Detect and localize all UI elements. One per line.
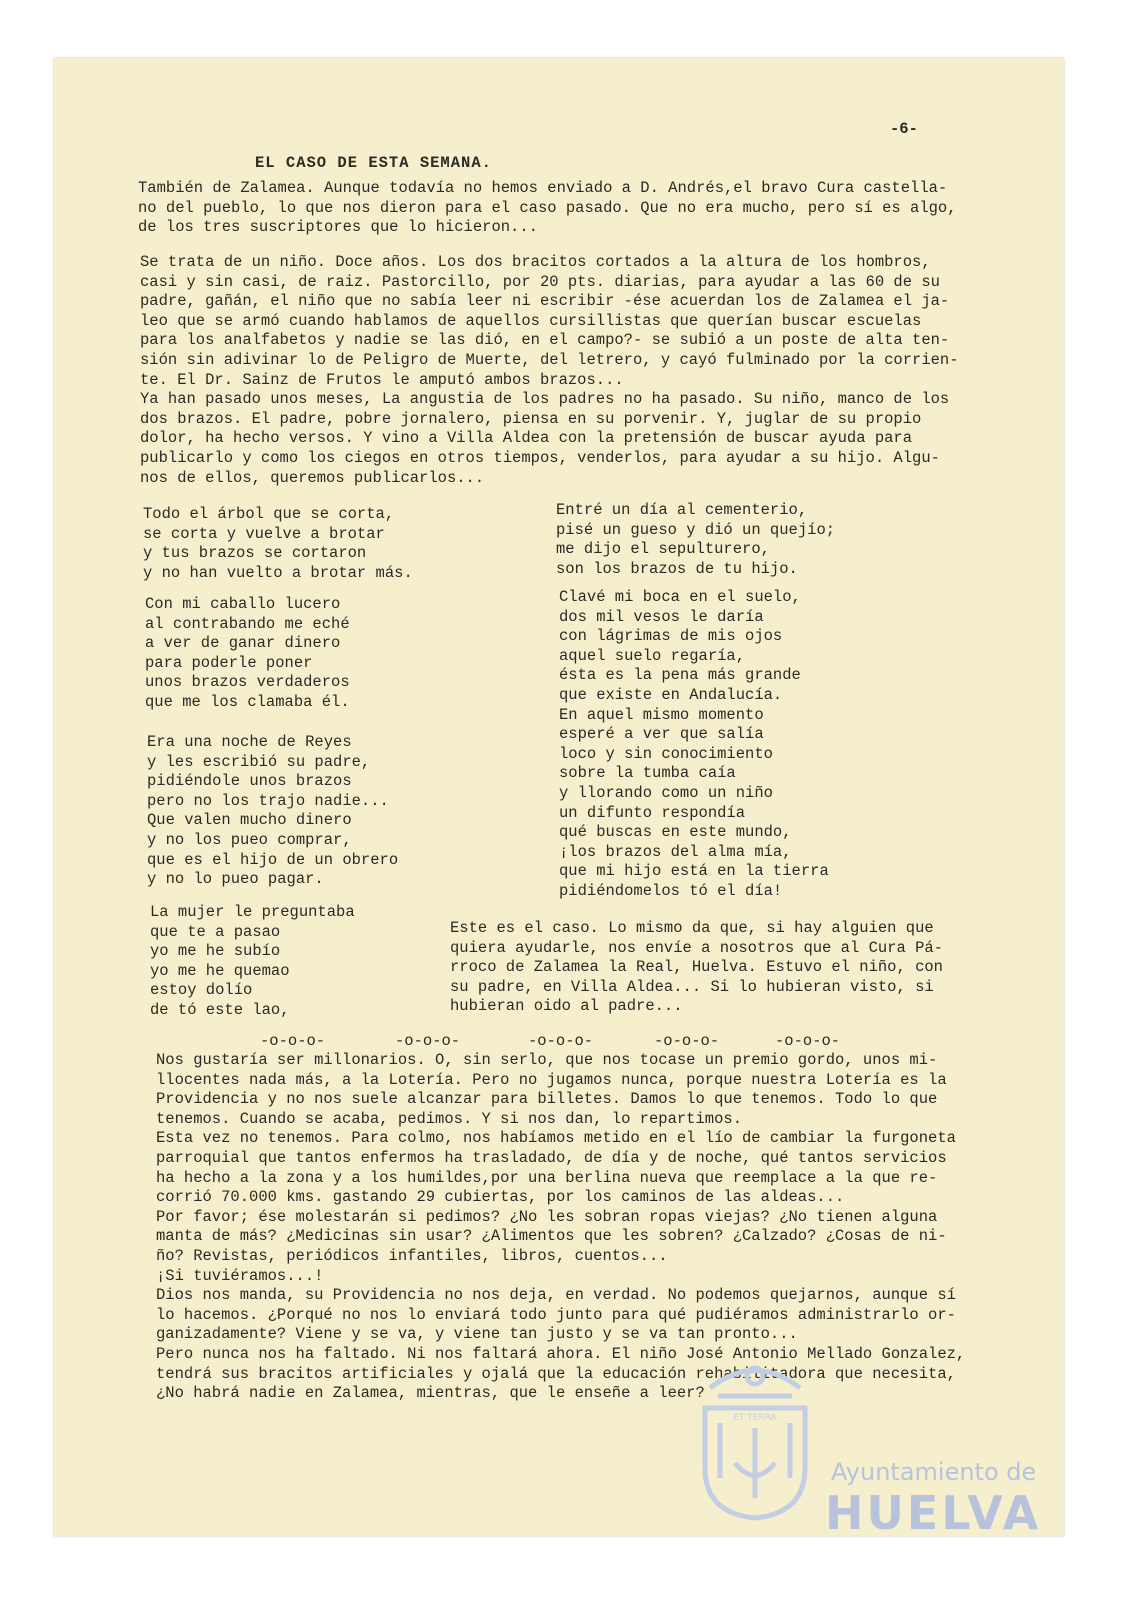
closing-line: ¡Si tuviéramos...! bbox=[156, 1266, 324, 1285]
case-note-line: su padre, en Villa Aldea... Si lo hubieran visto, si bbox=[450, 977, 934, 996]
verse-stanza bbox=[147, 733, 398, 890]
story-line: para los analfabetos y nadie se las dió, en el campo?- se subió a un poste de alta ten- bbox=[140, 331, 950, 350]
verse-line: pidiéndomelos tó el día! bbox=[559, 881, 783, 900]
verse-line: yo me he quemao bbox=[150, 961, 290, 980]
verse-line: Que valen mucho dinero bbox=[147, 811, 352, 830]
verse-line: a ver de ganar dinero bbox=[145, 634, 341, 653]
story-line: dolor, ha hecho versos. Y vino a Villa Aldea con la pretensión de buscar ayuda para bbox=[140, 429, 913, 448]
verse-stanza bbox=[145, 595, 350, 713]
closing-line: tendrá sus bracitos artificiales y ojalá que la educación rehabilitadora que necesita, bbox=[156, 1364, 956, 1383]
verse-stanza bbox=[556, 501, 835, 579]
closing-line: Nos gustaría ser millonarios. O, sin serlo, que nos tocase un premio gordo, unos mi- bbox=[156, 1051, 938, 1069]
closing-line: Dios nos manda, su Providencia no nos deja, en verdad. No podemos quejarnos, aunque sí bbox=[156, 1286, 956, 1305]
verse-line: pidiéndole unos brazos bbox=[147, 772, 352, 791]
closing-paragraph bbox=[156, 1051, 965, 1404]
story-line: publicarlo y como los ciegos en otros tiempos, venderlos, para ayudar a su hijo. Algu- bbox=[140, 448, 940, 467]
verse-stanza bbox=[143, 505, 413, 583]
verse-line: que existe en Andalucía. bbox=[559, 685, 783, 704]
verse-line: me dijo el sepulturero, bbox=[556, 540, 770, 559]
story-line: leo que se armó cuando hablamos de aquellos cursillistas que querían buscar escuelas bbox=[140, 311, 922, 330]
story-line: padre, gañán, el niño que no sabía leer ni escribir -ése acuerdan los de Zalamea el ja- bbox=[140, 292, 950, 311]
verse-line: unos brazos verdaderos bbox=[145, 673, 350, 692]
verse-line: que te a pasao bbox=[150, 922, 281, 941]
verse-line: se corta y vuelve a brotar bbox=[143, 524, 385, 543]
case-note-line: quiera ayudarle, nos envíe a nosotros que al Cura Pá- bbox=[450, 938, 943, 957]
verse-line: que es el hijo de un obrero bbox=[147, 850, 399, 869]
intro-paragraph bbox=[138, 179, 957, 238]
verse-line: un difunto respondía bbox=[559, 803, 746, 822]
closing-line: llocentes nada más, a la Lotería. Pero no jugamos nunca, porque nuestra Lotería es la bbox=[156, 1070, 947, 1089]
verse-line: pisé un gueso y dió un quejío; bbox=[556, 520, 836, 539]
story-line: nos de ellos, queremos publicarlos... bbox=[140, 468, 485, 487]
closing-line: manta de más? ¿Medicinas sin usar? ¿Alimentos que les sobren? ¿Calzado? ¿Cosas de ni- bbox=[156, 1227, 947, 1246]
watermark-line-1: Ayuntamiento de bbox=[831, 1458, 1037, 1486]
verse-line: que me los clamaba él. bbox=[145, 692, 350, 711]
verse-line: yo me he subío bbox=[150, 942, 281, 961]
verse-line: En aquel mismo momento bbox=[559, 705, 764, 724]
verse-line: qué buscas en este mundo, bbox=[559, 823, 792, 842]
verse-line: y les escribió su padre, bbox=[147, 752, 371, 771]
verse-line: Era una noche de Reyes bbox=[147, 733, 352, 751]
closing-line: ha hecho a la zona y a los humildes,por una berlina nueva que reemplace a la que re- bbox=[156, 1168, 938, 1187]
intro-line: de los tres suscriptores que lo hicieron... bbox=[138, 218, 538, 237]
verse-line: Todo el árbol que se corta, bbox=[143, 505, 395, 523]
story-line: Ya han pasado unos meses, La angustia de los padres no ha pasado. Su niño, manco de los bbox=[140, 390, 950, 409]
intro-line: También de Zalamea. Aunque todavía no hemos enviado a D. Andrés,el bravo Cura castella- bbox=[138, 179, 948, 197]
story-paragraph bbox=[140, 253, 959, 488]
case-note-line: hubieran oido al padre... bbox=[450, 997, 683, 1016]
closing-line: corrió 70.000 kms. gastando 29 cubiertas, por los caminos de las aldeas... bbox=[156, 1188, 845, 1207]
closing-line: ño? Revistas, periódicos infantiles, libros, cuentos... bbox=[156, 1246, 668, 1265]
verse-line: La mujer le preguntaba bbox=[150, 903, 355, 921]
closing-line: Esta vez no tenemos. Para colmo, nos habíamos metido en el lío de cambiar la furgoneta bbox=[156, 1129, 956, 1148]
verse-line: aquel suelo regaría, bbox=[559, 646, 746, 665]
verse-line: y tus brazos se cortaron bbox=[143, 544, 367, 563]
closing-line: Providencia y no nos suele alcanzar para billetes. Damos lo que tenemos. Todo lo que bbox=[156, 1090, 938, 1109]
verse-line: que mi hijo está en la tierra bbox=[559, 862, 829, 881]
closing-line: ganizadamente? Viene y se va, y viene tan justo y se va tan pronto... bbox=[156, 1325, 798, 1344]
separator: -o-o-o- bbox=[528, 1032, 594, 1050]
verse-line: pero no los trajo nadie... bbox=[147, 791, 389, 810]
closing-line: parroquial que tantos enfermos ha trasladado, de día y de noche, qué tantos servicios bbox=[156, 1148, 947, 1167]
separator: -o-o-o- bbox=[395, 1032, 461, 1050]
verse-line: Entré un día al cementerio, bbox=[556, 501, 808, 519]
verse-stanza bbox=[150, 903, 355, 1021]
case-note-line: Este es el caso. Lo mismo da que, si hay alguien que bbox=[450, 919, 934, 937]
story-line: dos brazos. El padre, pobre jornalero, piensa en su porvenir. Y, juglar de su propio bbox=[140, 409, 922, 428]
story-line: sión sin adivinar lo de Peligro de Muerte, del letrero, y cayó fulminado por la corrien- bbox=[140, 350, 959, 369]
typewritten-page bbox=[54, 58, 1064, 1540]
separator: -o-o-o- bbox=[775, 1032, 841, 1050]
verse-line: ésta es la pena más grande bbox=[559, 666, 801, 685]
verse-line: y no han vuelto a brotar más. bbox=[143, 563, 413, 582]
emblem-text: ET TERRA bbox=[733, 1413, 777, 1423]
verse-line: y no lo pueo pagar. bbox=[147, 870, 324, 889]
verse-line: Clavé mi boca en el suelo, bbox=[559, 588, 801, 606]
page-number: -6- bbox=[890, 120, 918, 138]
watermark-line-2: HUELVA bbox=[825, 1486, 1042, 1540]
verse-line: y no los pueo comprar, bbox=[147, 830, 352, 849]
verse-line: al contrabando me eché bbox=[145, 614, 350, 633]
closing-line: Por favor; ése molestarán si pedimos? ¿No les sobran ropas viejas? ¿No tienen alguna bbox=[156, 1207, 938, 1226]
verse-line: y llorando como un niño bbox=[559, 783, 773, 802]
verse-line: estoy dolío bbox=[150, 981, 253, 1000]
closing-line: Pero nunca nos ha faltado. Ni nos faltará ahora. El niño José Antonio Mellado Gonzalez, bbox=[156, 1344, 966, 1363]
verse-line: loco y sin conocimiento bbox=[559, 744, 773, 763]
verse-line: Con mi caballo lucero bbox=[145, 595, 341, 613]
closing-line: ¿No habrá nadie en Zalamea, mientras, que le enseñe a leer? bbox=[156, 1384, 705, 1403]
verse-line: esperé a ver que salía bbox=[559, 725, 764, 744]
verse-line: sobre la tumba caía bbox=[559, 764, 736, 783]
story-line: te. El Dr. Sainz de Frutos le amputó ambos brazos... bbox=[140, 370, 624, 389]
verse-line: dos mil vesos le daría bbox=[559, 607, 764, 626]
page-title: EL CASO DE ESTA SEMANA. bbox=[255, 154, 492, 172]
verse-line: de tó este lao, bbox=[150, 1000, 290, 1019]
verse-line: ¡los brazos del alma mía, bbox=[559, 842, 792, 861]
story-line: Se trata de un niño. Doce años. Los dos bracitos cortados a la altura de los hombros, bbox=[140, 253, 931, 271]
story-line: casi y sin casi, de raiz. Pastorcillo, por 20 pts. diarias, para ayudar a las 60 de su bbox=[140, 272, 940, 291]
verse-line: para poderle poner bbox=[145, 653, 313, 672]
verse-stanza bbox=[559, 588, 829, 902]
case-note-line: rroco de Zalamea la Real, Huelva. Estuvo el niño, con bbox=[450, 958, 943, 977]
city-coat-of-arms-icon bbox=[690, 1348, 820, 1523]
case-note-paragraph bbox=[450, 919, 943, 1017]
verse-line: con lágrimas de mis ojos bbox=[559, 627, 783, 646]
closing-line: lo hacemos. ¿Porqué no nos lo enviará todo junto para qué pudiéramos administrarlo or- bbox=[156, 1305, 956, 1324]
verse-line: son los brazos de tu hijo. bbox=[556, 559, 798, 578]
separator: -o-o-o- bbox=[260, 1032, 326, 1050]
closing-line: tenemos. Cuando se acaba, pedimos. Y si nos dan, lo repartimos. bbox=[156, 1109, 742, 1128]
separator: -o-o-o- bbox=[654, 1032, 720, 1050]
intro-line: no del pueblo, lo que nos dieron para el caso pasado. Que no era mucho, pero sí es algo, bbox=[138, 198, 957, 217]
